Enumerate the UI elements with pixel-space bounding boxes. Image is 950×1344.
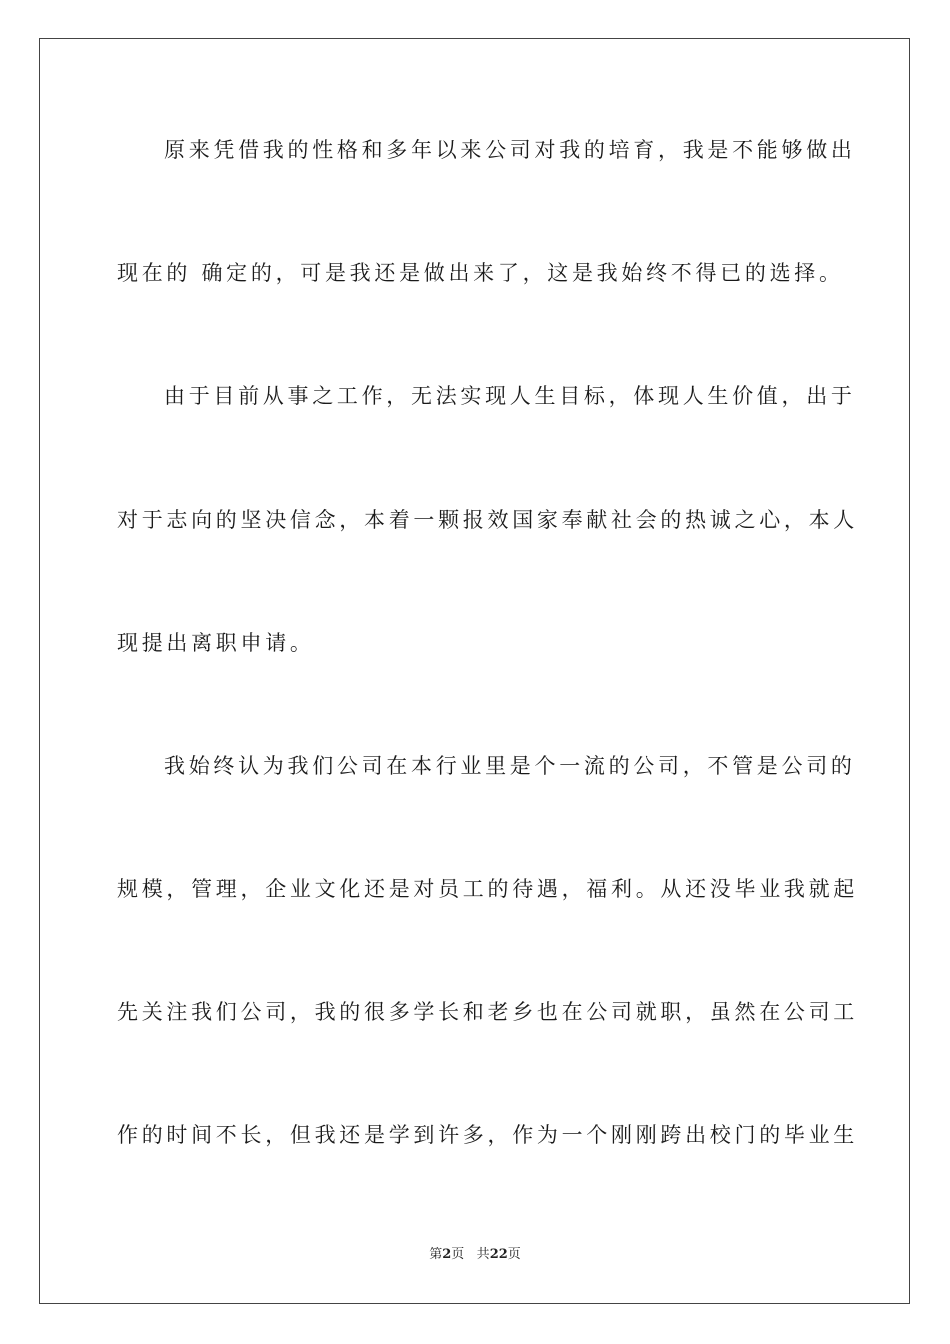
- footer-total-unit: 页: [507, 1247, 521, 1262]
- paragraph-3-line-3: 先关注我们公司，我的很多学长和老乡也在公司就职，虽然在公司工: [117, 1000, 858, 1024]
- paragraph-3-line-4: 作的时间不长，但我还是学到许多，作为一个刚刚跨出校门的毕业生: [117, 1123, 858, 1147]
- total-page-count: 22: [489, 1247, 508, 1262]
- footer-page-unit: 页: [451, 1247, 465, 1262]
- paragraph-1-line-2: 现在的 确定的，可是我还是做出来了，这是我始终不得已的选择。: [117, 261, 844, 285]
- current-page-number: 2: [442, 1247, 452, 1262]
- paragraph-3-line-2: 规模，管理，企业文化还是对员工的待遇，福利。从还没毕业我就起: [117, 877, 858, 901]
- page-border: [39, 38, 910, 1304]
- footer-prefix: 第: [429, 1247, 443, 1262]
- footer-total-prefix: 共: [476, 1247, 490, 1262]
- paragraph-3-line-1: 我始终认为我们公司在本行业里是个一流的公司，不管是公司的: [164, 754, 856, 778]
- paragraph-2-line-3: 现提出离职申请。: [117, 631, 315, 655]
- page-footer: [0, 1246, 950, 1264]
- paragraph-2-line-1: 由于目前从事之工作，无法实现人生目标，体现人生价值，出于: [164, 384, 856, 408]
- paragraph-1-line-1: 原来凭借我的性格和多年以来公司对我的培育，我是不能够做出: [164, 138, 856, 162]
- paragraph-2-line-2: 对于志向的坚决信念，本着一颗报效国家奉献社会的热诚之心，本人: [117, 508, 858, 532]
